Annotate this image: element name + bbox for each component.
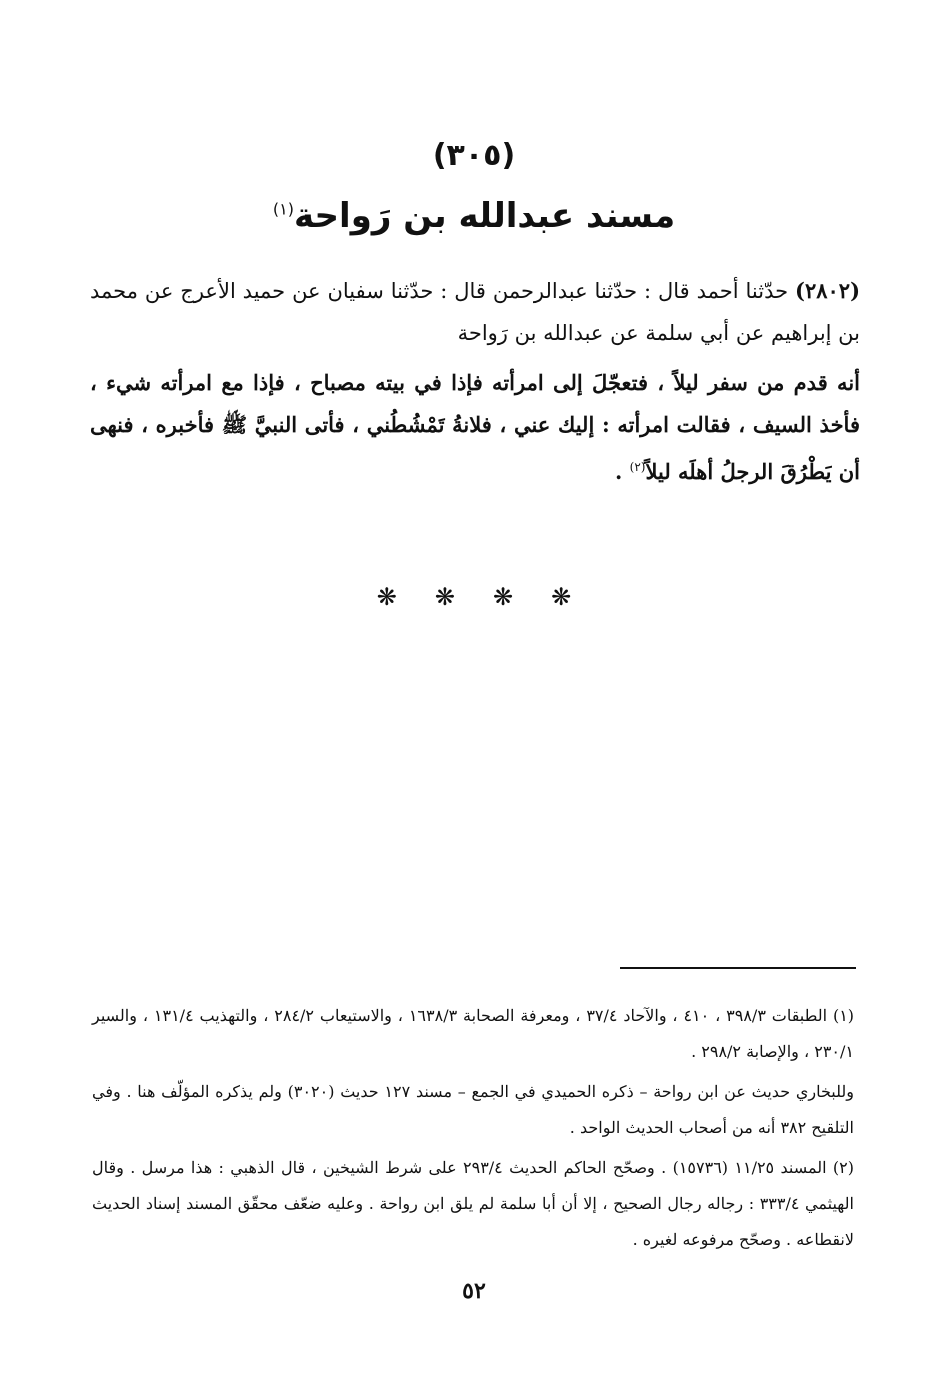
section-separator [0, 583, 948, 611]
section-title [0, 196, 948, 236]
section-number: (٣٠٥) [432, 138, 516, 173]
hadith-matn: أنه قدم من سفر ليلاً ، فتعجّلَ إلى امرأته فإذا في بيته مصباح ، فإذا مع امرأته شيء ، فأخذ السيف ، فقالت امرأته : إليك عني ، فلانةُ تَمْشُطُني ، فأتى النبيَّ ﷺ فأخبره ، فنهى أن يَطْرُقَ الرجلُ أهلَه ليلاً [90, 370, 860, 484]
page-number: ٥٢ [462, 1278, 486, 1304]
footnote-1-continued: وللبخاري حديث عن ابن رواحة – ذكره الحميدي في الجمع – مسند ١٢٧ حديث (٣٠٢٠) ولم يذكره المؤلّف هنا . وفي التلقيح ٣٨٢ أنه من أصحاب الحديث الواحد . [92, 1082, 855, 1137]
separator-star: ❋ [376, 583, 397, 611]
hadith-isnad-paragraph [90, 270, 860, 354]
hadith-isnad: حدّثنا أحمد قال : حدّثنا عبدالرحمن قال : حدّثنا سفيان عن حميد الأعرج عن محمد بن إبراهيم عن أبي سلمة عن عبدالله بن رَواحة [90, 279, 860, 345]
footnotes [92, 998, 854, 1262]
separator-star: ❋ [551, 583, 572, 611]
matn-footnote-ref: (٢) [629, 460, 646, 474]
footnote-1: (١) الطبقات ٣٩٨/٣ ، ٤١٠ ، والآحاد ٣٧/٤ ، ومعرفة الصحابة ١٦٣٨/٣ ، والاستيعاب ٢٨٤/٢ ، والتهذيب ١٣١/٤ ، والسير ٢٣٠/١ ، والإصابة ٢٩٨/٢ . [92, 1006, 855, 1061]
matn-end: . [615, 459, 630, 484]
separator-star: ❋ [434, 583, 455, 611]
hadith-text [90, 270, 860, 493]
hadith-number: (٢٨٠٢) [795, 278, 860, 303]
footnote-divider [620, 967, 856, 969]
hadith-matn-paragraph [90, 362, 860, 493]
footnote-2: (٢) المسند ١١/٢٥ (١٥٧٣٦) . وصحّح الحاكم الحديث ٢٩٣/٤ على شرط الشيخين ، قال الذهبي : هذا مرسل . وقال الهيثمي ٣٣٣/٤ : رجاله رجال الصحيح ، إلا أن أبا سلمة لم يلق ابن رواحة . وعليه ضعّف محقّق المسند إسناد الحديث لانقطاعه . وصحّح مرفوعه لغيره . [92, 1158, 854, 1249]
section-title-text: مسند عبدالله بن رَواحة [293, 196, 676, 236]
separator-star: ❋ [493, 583, 514, 611]
title-footnote-ref: (١) [272, 199, 294, 219]
